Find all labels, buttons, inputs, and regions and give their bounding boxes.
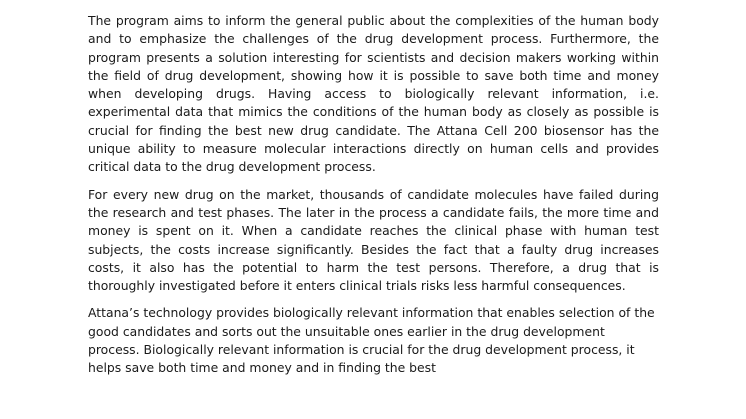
paragraph-program-aims: The program aims to inform the general public about the complexities of the human body and to emphasize the challenges of the drug development process. Furthermore, the program presents a solution interesting for scientists and decision makers working within the field of drug development, showing how it is possible to save both time and money when developing drugs. Having access to biologically relevant information, i.e. experimental data that mimics the conditions of the human body as closely as possible is crucial for finding the best new drug candidate. The Attana Cell 200 biosensor has the unique ability to measure molecular interactions directly on human cells and provides critical data to the drug development process. bbox=[88, 13, 659, 175]
document-body bbox=[88, 12, 659, 387]
paragraph-drug-failure: For every new drug on the market, thousands of candidate molecules have failed during the research and test phases. The later in the process a candidate fails, the more time and money is spent on it. When a candidate reaches the clinical phase with human test subjects, the costs increase significantly. Besides the fact that a faulty drug increases costs, it also has the potential to harm the test persons. Therefore, a drug that is thoroughly investigated before it enters clinical trials risks less harmful consequences. bbox=[88, 186, 659, 294]
paragraph-attana-technology: Attana’s technology provides biologically relevant information that enables selection of the good candidates and sorts out the unsuitable ones earlier in the drug development process. Biologically relevant information is crucial for the drug development process, it helps save both time and money and in finding the best bbox=[88, 305, 655, 376]
